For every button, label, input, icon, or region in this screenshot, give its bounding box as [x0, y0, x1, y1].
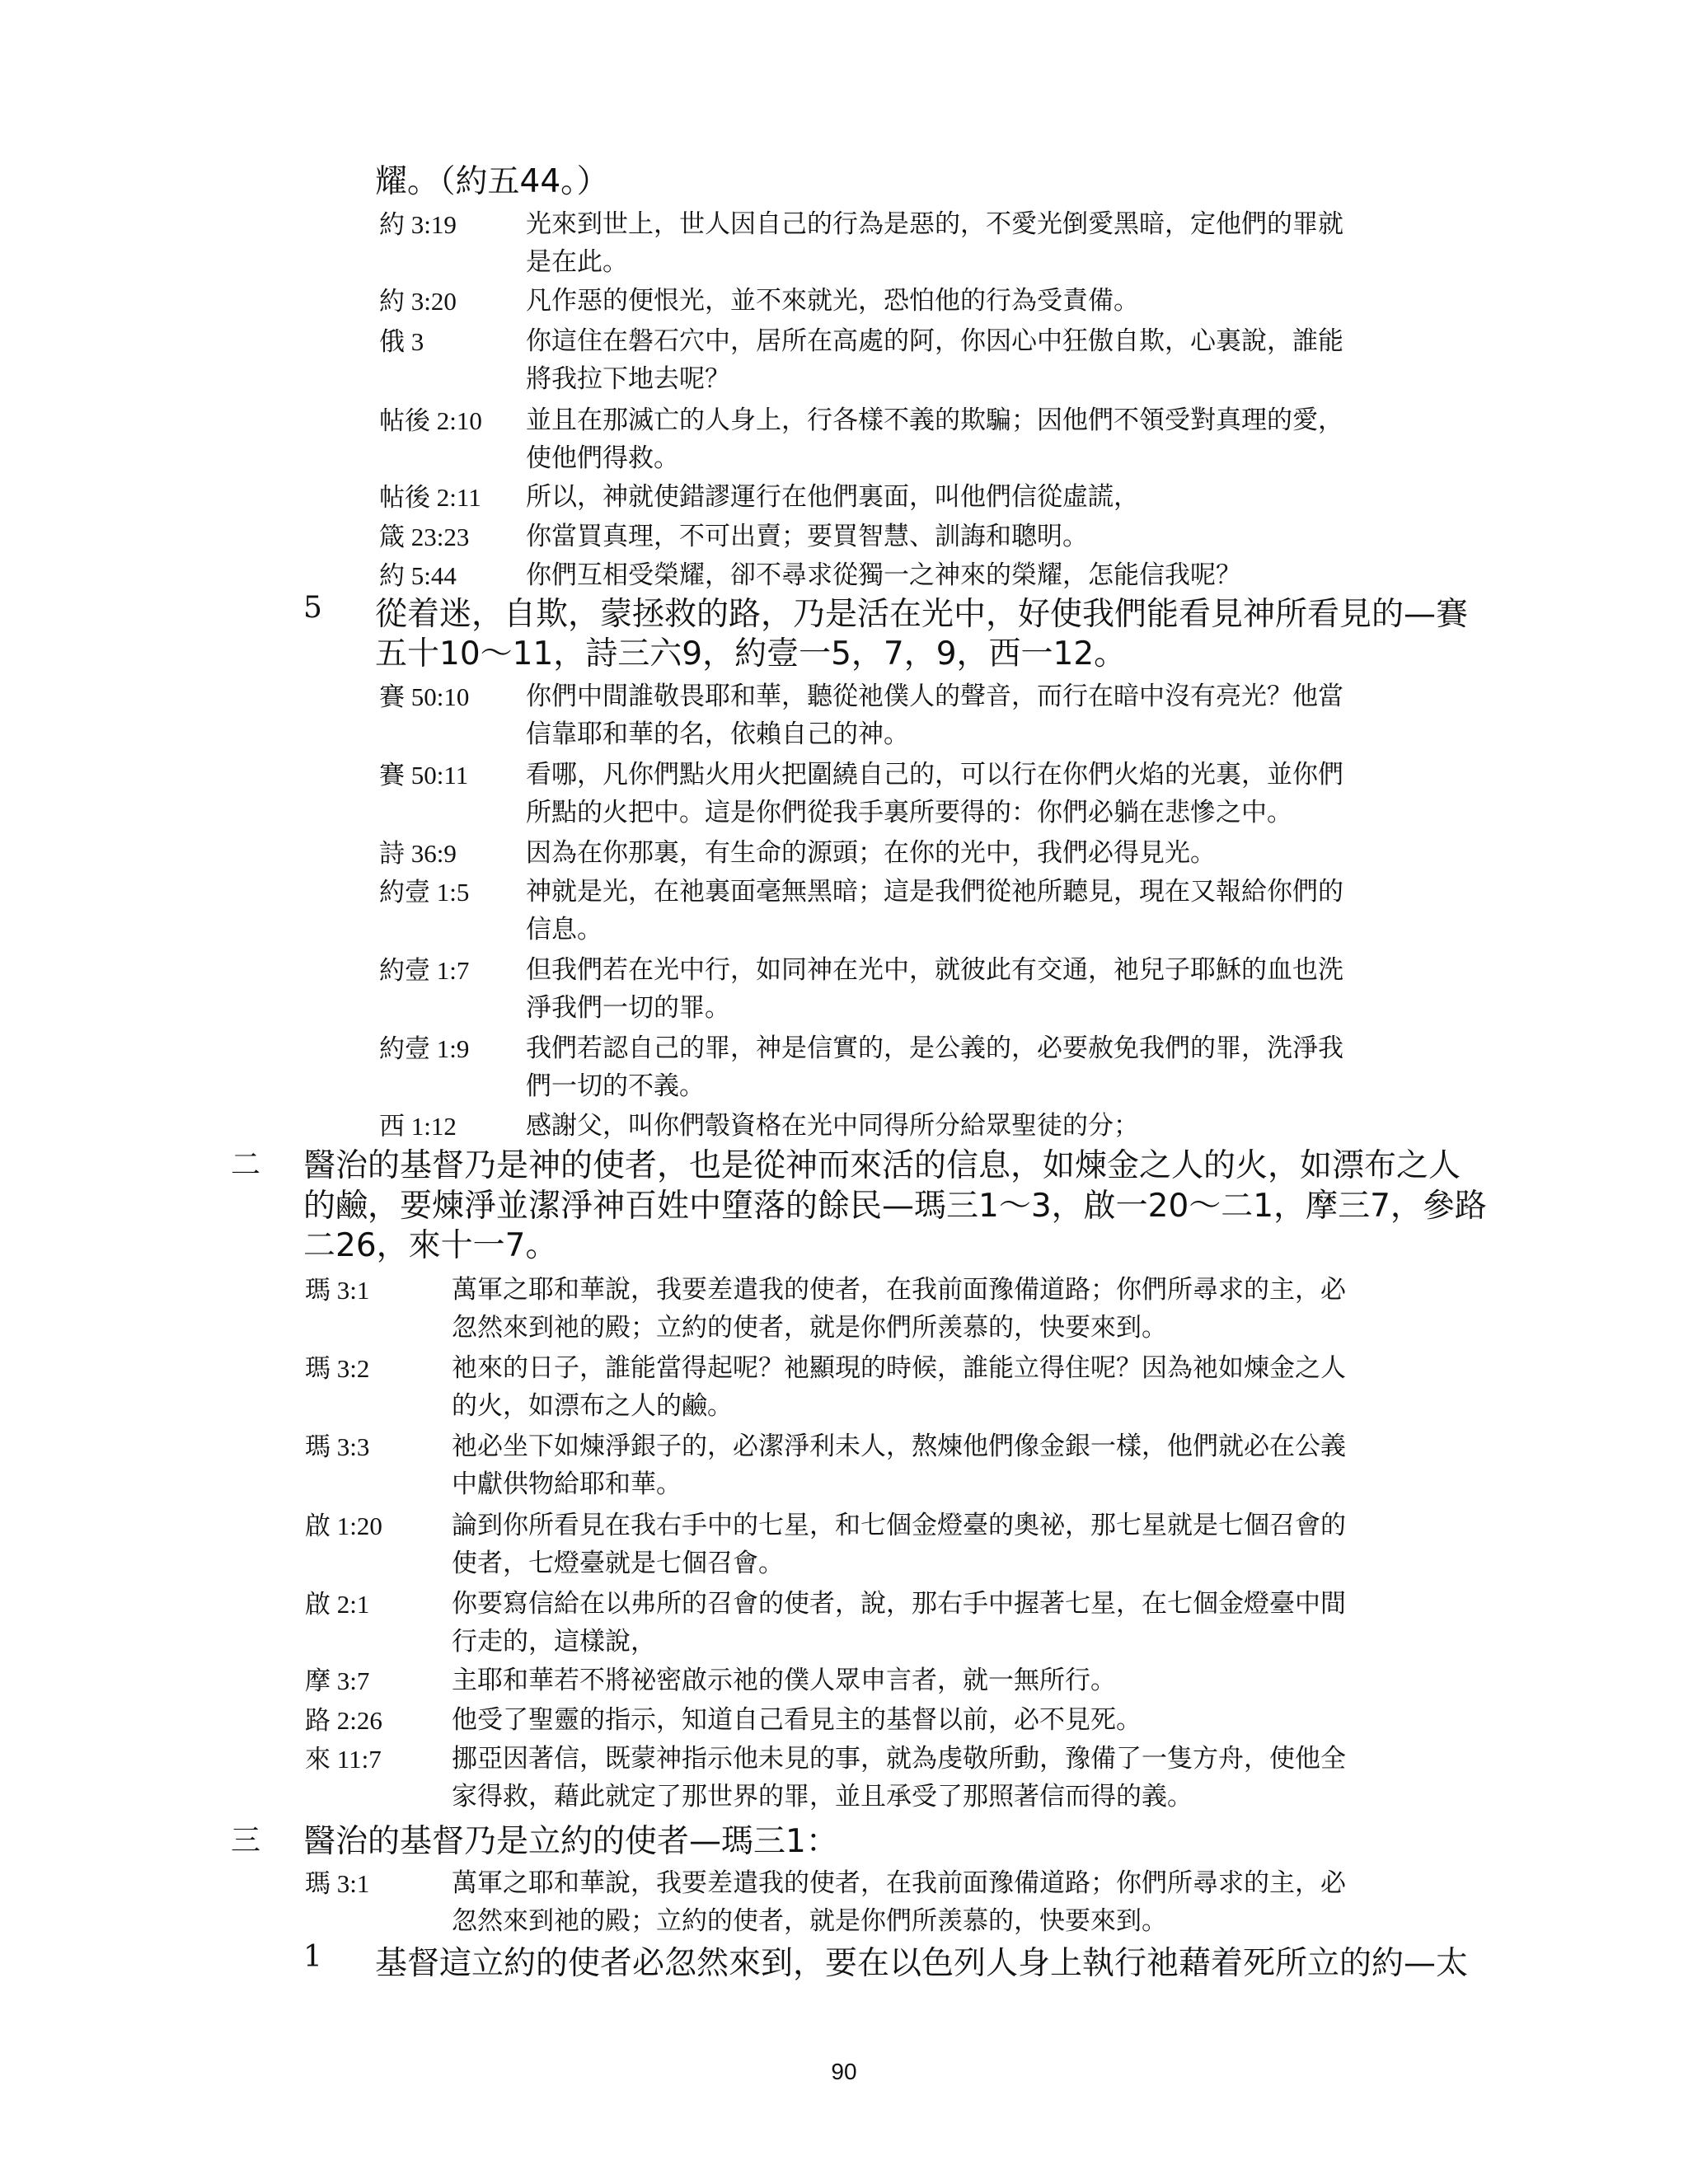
verse-text: 中獻供物給耶和華。: [452, 1469, 682, 1499]
verse-text: 感謝父，叫你們彀資格在光中同得所分給眾聖徒的分；: [526, 1111, 1139, 1141]
verse-text: 但我們若在光中行，如同神在光中，就彼此有交通，祂兒子耶穌的血也洗: [526, 955, 1343, 985]
section-number: 二: [231, 1148, 261, 1182]
verse-text: 祂必坐下如煉淨銀子的，必潔淨利未人，熬煉他們像金銀一樣，他們就必在公義: [452, 1432, 1346, 1461]
verse-text: 光來到世上，世人因自己的行為是惡的，不愛光倒愛黑暗，定他們的罪就: [526, 209, 1343, 239]
continuation-line: 耀。（約五44。）: [375, 163, 609, 200]
section-number: 三: [231, 1824, 261, 1858]
verse-text: 你們互相受榮耀，卻不尋求從獨一之神來的榮耀，怎能信我呢？: [526, 560, 1241, 590]
verse-text: 萬軍之耶和華說，我要差遣我的使者，在我前面豫備道路；你們所尋求的主，必: [452, 1275, 1346, 1305]
verse-ref: 俄 3: [379, 327, 424, 356]
verse-text: 忽然來到祂的殿；立約的使者，就是你們所羡慕的，快要來到。: [452, 1906, 1167, 1936]
verse-text: 看哪，凡你們點火用火把圍繞自己的，可以行在你們火焰的光裏，並你們: [526, 760, 1343, 790]
verse-ref: 約 3:20: [379, 287, 457, 316]
verse-text: 所以，神就使錯謬運行在他們裏面，叫他們信從虛謊，: [526, 482, 1139, 512]
verse-ref: 賽 50:11: [379, 761, 469, 790]
outline-point-text: 從着迷，自欺，蒙拯救的路，乃是活在光中，好使我們能看見神所看見的—賽: [375, 596, 1469, 633]
verse-text: 淨我們一切的罪。: [526, 993, 730, 1023]
verse-text: 挪亞因著信，既蒙神指示他未見的事，就為虔敬所動，豫備了一隻方舟，使他全: [452, 1744, 1346, 1774]
verse-text: 忽然來到祂的殿；立約的使者，就是你們所羡慕的，快要來到。: [452, 1313, 1167, 1343]
verse-ref: 瑪 3:1: [305, 1869, 370, 1898]
verse-ref: 約 5:44: [379, 561, 457, 590]
verse-ref: 約 3:19: [379, 210, 457, 239]
verse-text: 神就是光，在祂裏面毫無黑暗；這是我們從祂所聽見，現在又報給你們的: [526, 877, 1343, 907]
outline-point-text: 基督這立約的使者必忽然來到，要在以色列人身上執行祂藉着死所立的約—太: [375, 1945, 1469, 1982]
verse-ref: 瑪 3:2: [305, 1354, 370, 1383]
verse-ref: 詩 36:9: [379, 839, 457, 868]
verse-text: 將我拉下地去呢？: [526, 364, 730, 394]
verse-text: 主耶和華若不將祕密啟示祂的僕人眾申言者，就一無所行。: [452, 1666, 1116, 1695]
section-heading-text: 醫治的基督乃是神的使者，也是從神而來活的信息，如煉金之人的火，如漂布之人: [303, 1147, 1461, 1184]
verse-text: 信靠耶和華的名，依賴自己的神。: [526, 719, 909, 749]
verse-ref: 啟 1:20: [305, 1511, 382, 1540]
verse-ref: 路 2:26: [305, 1706, 382, 1735]
verse-text: 的火，如漂布之人的鹼。: [452, 1391, 733, 1421]
verse-ref: 啟 2:1: [305, 1590, 370, 1619]
verse-ref: 約壹 1:5: [379, 878, 470, 907]
verse-text: 信息。: [526, 915, 603, 944]
verse-text: 因為在你那裏，有生命的源頭；在你的光中，我們必得見光。: [526, 838, 1216, 868]
verse-text: 你要寫信給在以弗所的召會的使者，說，那右手中握著七星，在七個金燈臺中間: [452, 1589, 1346, 1619]
verse-text: 你這住在磐石穴中，居所在高處的阿，你因心中狂傲自欺，心裏說，誰能: [526, 326, 1343, 356]
section-heading-text: 二26，來十一7。: [303, 1227, 558, 1264]
verse-ref: 箴 23:23: [379, 523, 470, 551]
verse-ref: 瑪 3:1: [305, 1276, 370, 1305]
verse-ref: 帖後 2:11: [379, 483, 481, 512]
verse-text: 並且在那滅亡的人身上，行各樣不義的欺騙；因他們不領受對真理的愛，: [526, 405, 1343, 435]
verse-ref: 帖後 2:10: [379, 406, 482, 435]
verse-text: 你們中間誰敬畏耶和華，聽從祂僕人的聲音，而行在暗中沒有亮光？他當: [526, 682, 1343, 711]
verse-text: 使者，七燈臺就是七個召會。: [452, 1549, 784, 1578]
verse-text: 所點的火把中。這是你們從我手裏所要得的：你們必躺在悲慘之中。: [526, 798, 1292, 827]
verse-text: 萬軍之耶和華說，我要差遣我的使者，在我前面豫備道路；你們所尋求的主，必: [452, 1868, 1346, 1898]
verse-text: 是在此。: [526, 247, 628, 277]
verse-ref: 瑪 3:3: [305, 1432, 370, 1461]
verse-text: 論到你所看見在我右手中的七星，和七個金燈臺的奧祕，那七星就是七個召會的: [452, 1511, 1346, 1540]
section-heading-text: 的鹼，要煉淨並潔淨神百姓中墮落的餘民—瑪三1～3，啟一20～二1，摩三7，參路: [303, 1188, 1487, 1225]
verse-text: 你當買真理，不可出賣；要買智慧、訓誨和聰明。: [526, 522, 1088, 551]
outline-point-text: 五十10～11，詩三六9，約壹一5，7，9，西一12。: [375, 635, 1127, 673]
verse-text: 我們若認自己的罪，神是信實的，是公義的，必要赦免我們的罪，洗淨我: [526, 1033, 1343, 1063]
verse-ref: 約壹 1:7: [379, 956, 470, 985]
verse-text: 祂來的日子，誰能當得起呢？祂顯現的時候，誰能立得住呢？因為祂如煉金之人: [452, 1353, 1346, 1383]
verse-text: 行走的，這樣說，: [452, 1627, 656, 1657]
verse-ref: 賽 50:10: [379, 682, 470, 711]
verse-text: 他受了聖靈的指示，知道自己看見主的基督以前，必不見死。: [452, 1705, 1142, 1735]
outline-number: 1: [303, 1940, 322, 1974]
verse-text: 們一切的不義。: [526, 1071, 705, 1101]
verse-ref: 西 1:12: [379, 1112, 457, 1141]
verse-ref: 來 11:7: [305, 1745, 382, 1774]
verse-ref: 約壹 1:9: [379, 1034, 470, 1063]
verse-text: 家得救，藉此就定了那世界的罪，並且承受了那照著信而得的義。: [452, 1782, 1193, 1811]
verse-ref: 摩 3:7: [305, 1666, 370, 1695]
outline-number: 5: [303, 591, 322, 625]
verse-text: 使他們得救。: [526, 443, 679, 473]
page-number: 90: [831, 2059, 857, 2084]
verse-text: 凡作惡的便恨光，並不來就光，恐怕他的行為受責備。: [526, 286, 1139, 316]
section-heading-text: 醫治的基督乃是立約的使者—瑪三1：: [303, 1823, 838, 1860]
